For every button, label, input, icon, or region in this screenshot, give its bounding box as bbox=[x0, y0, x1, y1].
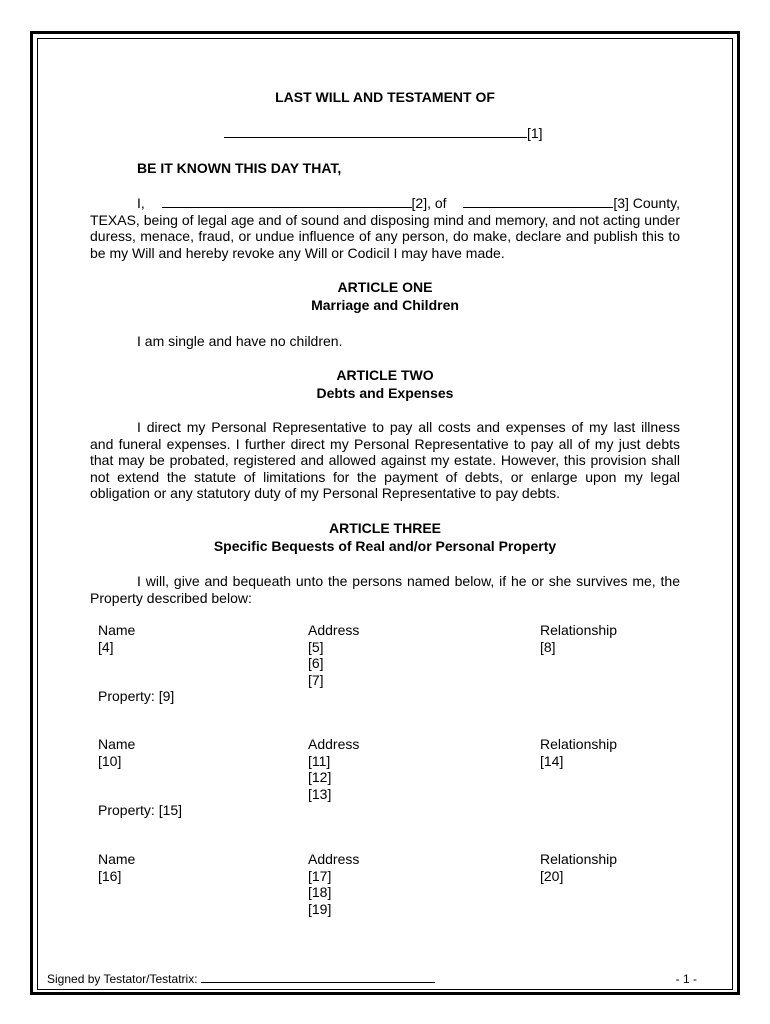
bequest-3-address-col bbox=[308, 851, 359, 917]
bequest-2-property[interactable]: Property: [15] bbox=[98, 802, 183, 818]
address-field-3[interactable]: [7] bbox=[308, 671, 324, 688]
address-label: Address bbox=[308, 622, 360, 638]
bequest-2-relationship-col bbox=[540, 736, 617, 769]
intro-start: I, bbox=[137, 195, 145, 211]
bequest-1-property[interactable]: Property: [9] bbox=[98, 688, 175, 704]
signed-by-label: Signed by Testator/Testatrix: bbox=[47, 972, 198, 986]
bequest-2-name-col bbox=[98, 736, 135, 769]
field-2-line bbox=[162, 195, 412, 208]
article-one-subheading: Marriage and Children bbox=[311, 297, 459, 313]
address-field-3[interactable]: [13] bbox=[308, 785, 332, 802]
field-3[interactable] bbox=[463, 195, 680, 212]
relationship-label: Relationship bbox=[540, 736, 618, 752]
name-field[interactable]: [4] bbox=[98, 638, 114, 655]
address-field-3[interactable]: [19] bbox=[308, 900, 332, 917]
article-three-subheading: Specific Bequests of Real and/or Personal Property bbox=[213, 538, 557, 554]
field-3-label: [3] County, bbox=[613, 195, 680, 211]
address-field-1[interactable]: [5] bbox=[308, 638, 324, 655]
address-label: Address bbox=[308, 736, 360, 752]
document-title: LAST WILL AND TESTAMENT OF bbox=[275, 89, 495, 105]
intro-rest: TEXAS, being of legal age and of sound and disposing mind and memory, and not acting under duress, menace, fraud, or undue influence of any person, do make, declare and publish this to be my Will and hereby revoke any Will or Codicil I may have made. bbox=[90, 211, 680, 261]
article-two-subheading: Debts and Expenses bbox=[316, 385, 454, 401]
page-border-inner bbox=[37, 38, 733, 990]
article-one-text: I am single and have no children. bbox=[137, 333, 343, 349]
name-label: Name bbox=[98, 622, 136, 638]
article-one-heading: ARTICLE ONE bbox=[337, 279, 433, 295]
article-two-paragraph bbox=[90, 419, 680, 502]
name-field[interactable]: [16] bbox=[98, 867, 122, 884]
article-two-heading: ARTICLE TWO bbox=[336, 367, 434, 383]
article-two-text: I direct my Personal Representative to pay all costs and expenses of my last illness and funeral expenses. I further direct my Personal Representative to pay all of my just debts that may be probated, registered and allowed against my estate. However, this provision shall not extend the statute of limitations for the payment of debts, or enlarge upon my legal obligation or any statutory duty of my Personal Representative to pay debts. bbox=[90, 419, 680, 501]
article-three-heading: ARTICLE THREE bbox=[329, 520, 441, 536]
testator-name-line bbox=[224, 125, 527, 138]
relationship-field[interactable]: [14] bbox=[540, 752, 564, 769]
bequest-3-relationship-col bbox=[540, 851, 617, 884]
field-2[interactable] bbox=[162, 195, 447, 212]
testator-name-label: [1] bbox=[527, 125, 543, 141]
page-footer bbox=[47, 972, 697, 986]
address-label: Address bbox=[308, 851, 360, 867]
address-field-1[interactable]: [11] bbox=[308, 752, 331, 769]
intro-first-line bbox=[90, 195, 680, 212]
testator-name-field[interactable] bbox=[224, 125, 543, 141]
address-field-2[interactable]: [12] bbox=[308, 769, 332, 785]
relationship-label: Relationship bbox=[540, 851, 618, 867]
address-field-2[interactable]: [6] bbox=[308, 655, 324, 671]
intro-heading: BE IT KNOWN THIS DAY THAT, bbox=[137, 160, 342, 176]
relationship-field[interactable]: [20] bbox=[540, 867, 564, 884]
article-three-text: I will, give and bequeath unto the persons named below, if he or she survives me, the Property described below: bbox=[90, 573, 680, 606]
relationship-field[interactable]: [8] bbox=[540, 638, 556, 655]
bequest-1-name-col bbox=[98, 622, 135, 655]
page-number: - 1 - bbox=[675, 972, 697, 986]
name-field[interactable]: [10] bbox=[98, 752, 122, 769]
address-field-1[interactable]: [17] bbox=[308, 867, 332, 884]
bequest-1-address-col bbox=[308, 622, 359, 688]
name-label: Name bbox=[98, 736, 136, 752]
bequest-1-relationship-col bbox=[540, 622, 617, 655]
signature-line[interactable] bbox=[201, 972, 435, 983]
field-2-label: [2], of bbox=[411, 195, 447, 211]
address-field-2[interactable]: [18] bbox=[308, 884, 332, 900]
relationship-label: Relationship bbox=[540, 622, 618, 638]
article-three-paragraph bbox=[90, 573, 680, 606]
field-3-line bbox=[463, 195, 613, 208]
name-label: Name bbox=[98, 851, 136, 867]
intro-paragraph bbox=[90, 195, 680, 261]
bequest-2-address-col bbox=[308, 736, 359, 802]
bequest-3-name-col bbox=[98, 851, 135, 884]
